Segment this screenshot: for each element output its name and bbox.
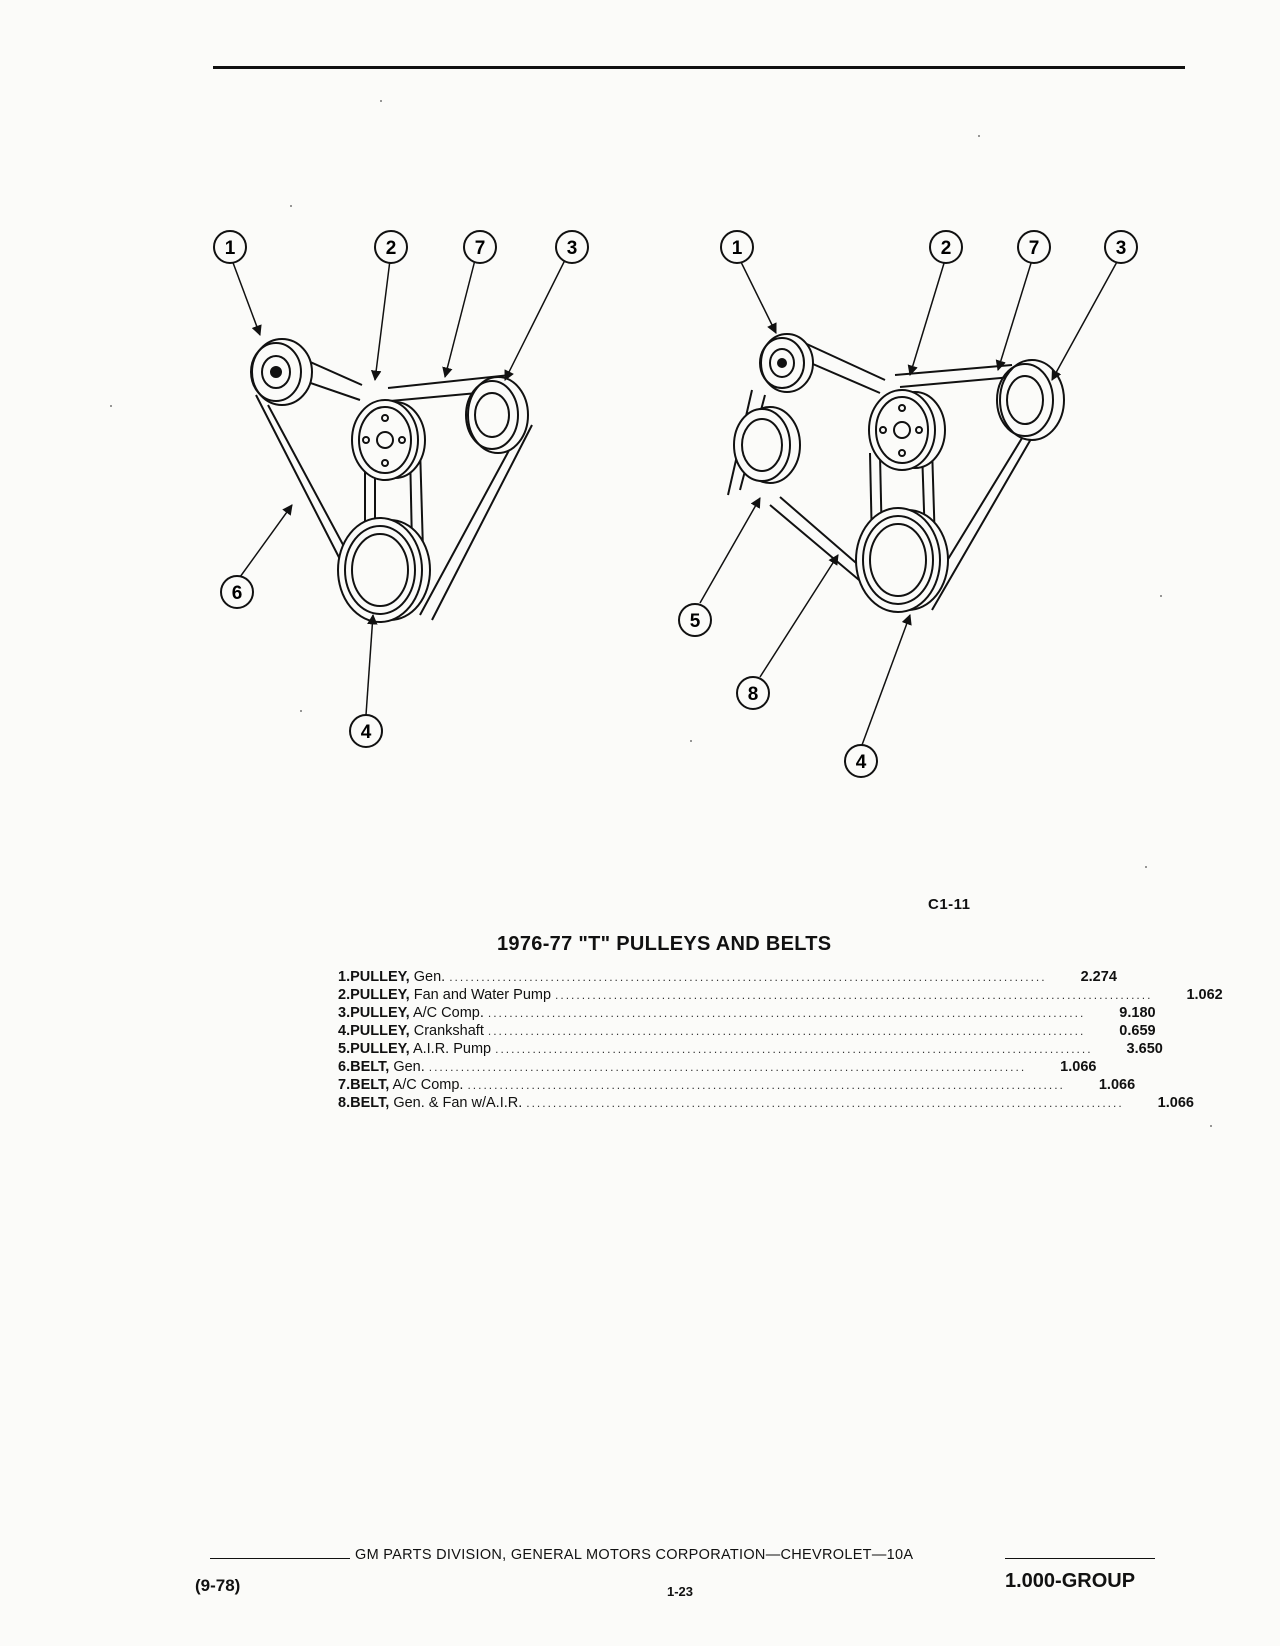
callout-left-1: [214, 231, 246, 263]
callout-right-5: [679, 604, 711, 636]
scan-speck: [1210, 1125, 1212, 1127]
item-quantity: 3.650: [1126, 1041, 1163, 1057]
item-number: 5.: [338, 1041, 351, 1057]
leader-dots: ................................................................................................................: [449, 970, 1047, 984]
item-quantity: 1.066: [1157, 1095, 1194, 1111]
scan-speck: [290, 205, 292, 207]
pulley-ac-right: [997, 360, 1064, 440]
item-name: BELT, A/C Comp.: [350, 1077, 464, 1093]
list-item: [338, 986, 1223, 1004]
scan-speck: [978, 135, 980, 137]
list-item: [338, 1076, 1136, 1094]
svg-text:8: 8: [747, 684, 759, 705]
leader-dots: ................................................................................................................: [526, 1096, 1124, 1110]
item-number: 3.: [338, 1005, 351, 1021]
scan-speck: [1160, 595, 1162, 597]
svg-text:4: 4: [360, 722, 372, 743]
item-quantity: 1.066: [1060, 1059, 1097, 1075]
item-name: BELT, Gen.: [350, 1059, 425, 1075]
list-item: [338, 1022, 1156, 1040]
item-name: PULLEY, Gen.: [350, 969, 446, 985]
leader-dots: ................................................................................................................: [487, 1024, 1086, 1038]
item-name: PULLEY, Crankshaft: [350, 1023, 484, 1039]
svg-text:3: 3: [1115, 238, 1127, 259]
right-assembly: [700, 260, 1118, 745]
pulley-crank-right: [856, 508, 948, 612]
callout-right-8: [737, 677, 769, 709]
scan-speck: [1145, 866, 1147, 868]
item-quantity: 2.274: [1080, 969, 1117, 985]
callout-right-3: [1105, 231, 1137, 263]
item-name: PULLEY, A/C Comp.: [350, 1005, 484, 1021]
callout-right-4: [845, 745, 877, 777]
scan-speck: [300, 710, 302, 712]
scan-speck: [690, 740, 692, 742]
svg-text:1: 1: [224, 238, 236, 259]
item-quantity: 9.180: [1119, 1005, 1156, 1021]
list-item: [338, 968, 1117, 986]
scan-speck: [110, 405, 112, 407]
svg-text:7: 7: [474, 238, 486, 259]
svg-text:1: 1: [731, 238, 743, 259]
pulley-air-right: [734, 407, 800, 483]
svg-text:4: 4: [855, 752, 867, 773]
svg-text:7: 7: [1028, 238, 1040, 259]
list-item: [338, 1058, 1097, 1076]
callout-left-6: [221, 576, 253, 608]
pulley-ac-left: [466, 377, 528, 453]
footer-date: (9-78): [195, 1576, 241, 1595]
svg-text:5: 5: [689, 611, 701, 632]
callout-right-1: [721, 231, 753, 263]
callout-left-4: [350, 715, 382, 747]
item-number: 7.: [338, 1077, 351, 1093]
footer-page-number: 1-23: [667, 1584, 694, 1599]
svg-text:3: 3: [566, 238, 578, 259]
item-number: 8.: [338, 1095, 351, 1111]
leader-dots: ................................................................................................................: [428, 1060, 1027, 1074]
parts-list: [338, 968, 1223, 1112]
leader-dots: ................................................................................................................: [487, 1006, 1086, 1020]
callout-right-7: [1018, 231, 1050, 263]
pulley-belt-diagram: [180, 215, 1140, 805]
callout-right-2: [930, 231, 962, 263]
item-name: PULLEY, Fan and Water Pump: [350, 987, 552, 1003]
svg-text:2: 2: [385, 238, 397, 259]
left-assembly: [232, 260, 565, 715]
item-number: 6.: [338, 1059, 351, 1075]
list-item: [338, 1040, 1163, 1058]
pulley-gen-left: [251, 339, 312, 405]
figure-code: C1-11: [928, 896, 971, 913]
item-name: PULLEY, A.I.R. Pump: [350, 1041, 492, 1057]
item-quantity: 1.062: [1186, 987, 1223, 1003]
item-number: 2.: [338, 987, 351, 1003]
pulley-fan-left: [352, 400, 425, 480]
callout-left-7: [464, 231, 496, 263]
list-item: [338, 1004, 1156, 1022]
svg-text:2: 2: [940, 238, 952, 259]
leader-dots: ................................................................................................................: [555, 988, 1153, 1002]
footer-rule-left: [210, 1558, 350, 1559]
callout-left-3: [556, 231, 588, 263]
item-quantity: 1.066: [1098, 1077, 1136, 1093]
pulley-crank-left: [338, 518, 430, 622]
footer-group: 1.000-GROUP: [1005, 1570, 1136, 1592]
item-name: BELT, Gen. & Fan w/A.I.R.: [350, 1095, 523, 1111]
svg-text:6: 6: [231, 583, 243, 604]
pulley-gen-right: [760, 334, 813, 392]
top-rule: [213, 66, 1185, 69]
footer-publisher: GM PARTS DIVISION, GENERAL MOTORS CORPORATION—CHEVROLET—10A: [355, 1547, 914, 1563]
callout-left-2: [375, 231, 407, 263]
item-number: 1.: [338, 969, 351, 985]
leader-dots: ................................................................................................................: [495, 1042, 1093, 1056]
leader-dots: ................................................................................................................: [467, 1078, 1065, 1092]
item-number: 4.: [338, 1023, 351, 1039]
scan-speck: [380, 100, 382, 102]
footer-rule-right: [1005, 1558, 1155, 1559]
pulley-fan-right: [869, 390, 945, 470]
parts-list-title: 1976-77 "T" PULLEYS AND BELTS: [497, 933, 832, 955]
item-quantity: 0.659: [1119, 1023, 1156, 1039]
list-item: [338, 1094, 1194, 1112]
